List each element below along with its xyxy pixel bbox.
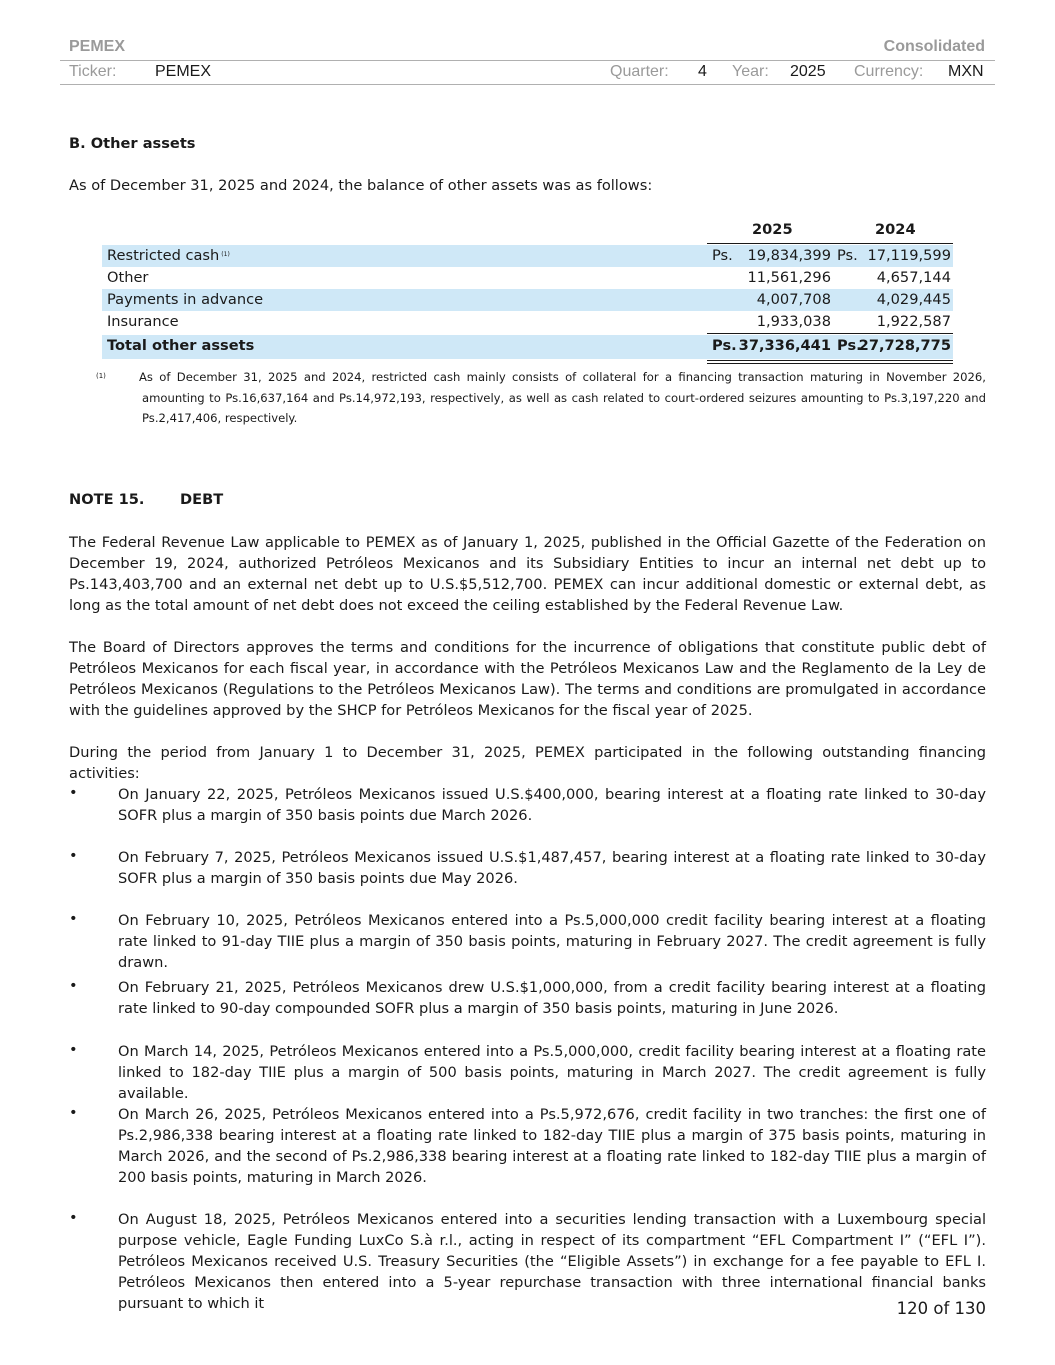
section-b-intro: As of December 31, 2025 and 2024, the balance of other assets was as follows: (69, 177, 653, 194)
financing-item: On February 7, 2025, Petróleos Mexicanos issued U.S.$1,487,457, bearing interest at a floating rate linked to 30-day SOFR plus a margin of 350 basis points due May 2026. (118, 849, 986, 887)
value-2025: 4,007,708 (756, 291, 831, 308)
bullet-marker: • (69, 977, 78, 994)
row-label: Restricted cash $^{(1)}$ (107, 247, 230, 264)
financing-item: On August 18, 2025, Petróleos Mexicanos entered into a securities lending transaction with a Luxembourg special purpose vehicle, Eagle Funding LuxCo S.à r.l., acting in respect of its compartment “EFL Compartment I” (“EFL I”). Petróleos Mexicanos received U.S. Treasury Securities (the “Eligible Assets”) in exchange for a fee payable to EFL I. Petróleos Mexicanos then entered into a 5-year repurchase transaction with three international financial banks pursuant to which it (118, 1211, 986, 1312)
value-2025: 1,933,038 (756, 313, 831, 330)
report-scope: Consolidated (883, 38, 985, 55)
value-2024: 4,657,144 (876, 269, 951, 286)
footnote-text: As of December 31, 2025 and 2024, restricted cash mainly consists of collateral for a financing transaction maturing in November 2026, amounting to Ps.16,637,164 and Ps.14,972,193, respectively, as well as cash related to court-ordered seizures amounting to Ps.3,197,220 and Ps.2,417,406, respectively. (139, 370, 986, 425)
value-2025: 11,561,296 (747, 269, 831, 286)
col-header-2025: 2025 (752, 221, 793, 238)
total-label: Total other assets (107, 337, 255, 354)
footnote-mark: (1) (96, 372, 106, 380)
total-double-rule-top (707, 360, 953, 361)
bullet-marker: • (69, 784, 78, 801)
note-15-paragraph-2: The Board of Directors approves the terms and conditions for the incurrence of obligations that constitute public debt of Petróleos Mexicanos for each fiscal year, in accordance with the Petróleos Mexicanos Law and the Reglamento de la Ley de Petróleos Mexicanos (Regulations to the Petróleos Mexicanos Law). The terms and conditions are promulgated in accordance with the guidelines approved by the SHCP for Petróleos Mexicanos for the fiscal year of 2025. (69, 639, 986, 719)
bullet-marker: • (69, 1104, 78, 1121)
col-header-2024: 2024 (875, 221, 916, 238)
company-name: PEMEX (69, 38, 126, 55)
report-meta-bar (60, 61, 995, 85)
table-row (102, 267, 953, 289)
financing-item: On March 14, 2025, Petróleos Mexicanos entered into a Ps.5,000,000, credit facility bearing interest at a floating rate linked to 182-day TIIE plus a margin of 500 basis points, maturing in March 2027. The credit agreement is fully available. (118, 1043, 986, 1102)
year-value: 2025 (790, 63, 826, 80)
total-2025: 37,336,441 (738, 337, 831, 354)
bullet-marker: • (69, 1209, 78, 1226)
section-b-heading: B. Other assets (69, 135, 196, 152)
currency-prefix: Ps. (712, 337, 737, 354)
currency-value: MXN (948, 63, 984, 80)
value-2025: 19,834,399 (747, 247, 831, 264)
footnote-ref: (1) (221, 251, 230, 258)
currency-prefix: Ps. (837, 247, 858, 264)
note-15-paragraph-3: During the period from January 1 to December 31, 2025, PEMEX participated in the following outstanding financing activities: (69, 744, 986, 782)
table-total-row (102, 335, 953, 359)
year-label: Year: (732, 63, 769, 80)
bullet-marker: • (69, 847, 78, 864)
financing-item: On January 22, 2025, Petróleos Mexicanos issued U.S.$400,000, bearing interest at a floating rate linked to 30-day SOFR plus a margin of 350 basis points due March 2026. (118, 786, 986, 824)
currency-prefix: Ps. (837, 337, 862, 354)
financing-item: On March 26, 2025, Petróleos Mexicanos entered into a Ps.5,972,676, credit facility in two tranches: the first one of Ps.2,986,338 bearing interest at a floating rate linked to 182-day TIIE plus a margin of 375 basis points, maturing in March 2026, and the second of Ps.2,986,338 bearing interest at a floating rate linked to 182-day TIIE plus a margin of 200 basis points, maturing in March 2026. (118, 1106, 986, 1186)
ticker-label: Ticker: (69, 63, 117, 80)
row-label: Insurance (107, 313, 179, 330)
table-row (102, 289, 953, 311)
subtotal-rule (707, 333, 953, 334)
quarter-value: 4 (698, 63, 707, 80)
header-rule (707, 243, 953, 244)
report-header (60, 37, 995, 61)
currency-label: Currency: (854, 63, 924, 80)
bullet-marker: • (69, 910, 78, 927)
value-2024: 1,922,587 (876, 313, 951, 330)
currency-prefix: Ps. (712, 247, 733, 264)
page-number: 120 of 130 (896, 1299, 986, 1318)
ticker-value: PEMEX (155, 63, 212, 80)
value-2024: 4,029,445 (876, 291, 951, 308)
note-15-heading: NOTE 15. DEBT (69, 491, 224, 508)
row-label: Payments in advance (107, 291, 264, 308)
financing-item: On February 10, 2025, Petróleos Mexicanos entered into a Ps.5,000,000 credit facility bearing interest at a floating rate linked to 91-day TIIE plus a margin of 350 basis points, maturing in February 2027. The credit agreement is fully drawn. (118, 912, 986, 971)
table-row (102, 311, 953, 333)
total-2024: 27,728,775 (858, 337, 951, 354)
row-label: Other (107, 269, 149, 286)
financing-item: On February 21, 2025, Petróleos Mexicanos drew U.S.$1,000,000, from a credit facility bearing interest at a floating rate linked to 90-day compounded SOFR plus a margin of 350 basis points, maturing in June 2026. (118, 979, 986, 1017)
note-15-paragraph-1: The Federal Revenue Law applicable to PEMEX as of January 1, 2025, published in the Official Gazette of the Federation on December 19, 2024, authorized Petróleos Mexicanos and its Subsidiary Entities to incur an internal net debt up to Ps.143,403,700 and an external net debt up to U.S.$5,512,700. PEMEX can incur additional domestic or external debt, as long as the total amount of net debt does not exceed the ceiling established by the Federal Revenue Law. (69, 534, 986, 614)
total-double-rule-bottom (707, 363, 953, 364)
quarter-label: Quarter: (610, 63, 669, 80)
table-row (102, 245, 953, 267)
value-2024: 17,119,599 (867, 247, 951, 264)
bullet-marker: • (69, 1041, 78, 1058)
